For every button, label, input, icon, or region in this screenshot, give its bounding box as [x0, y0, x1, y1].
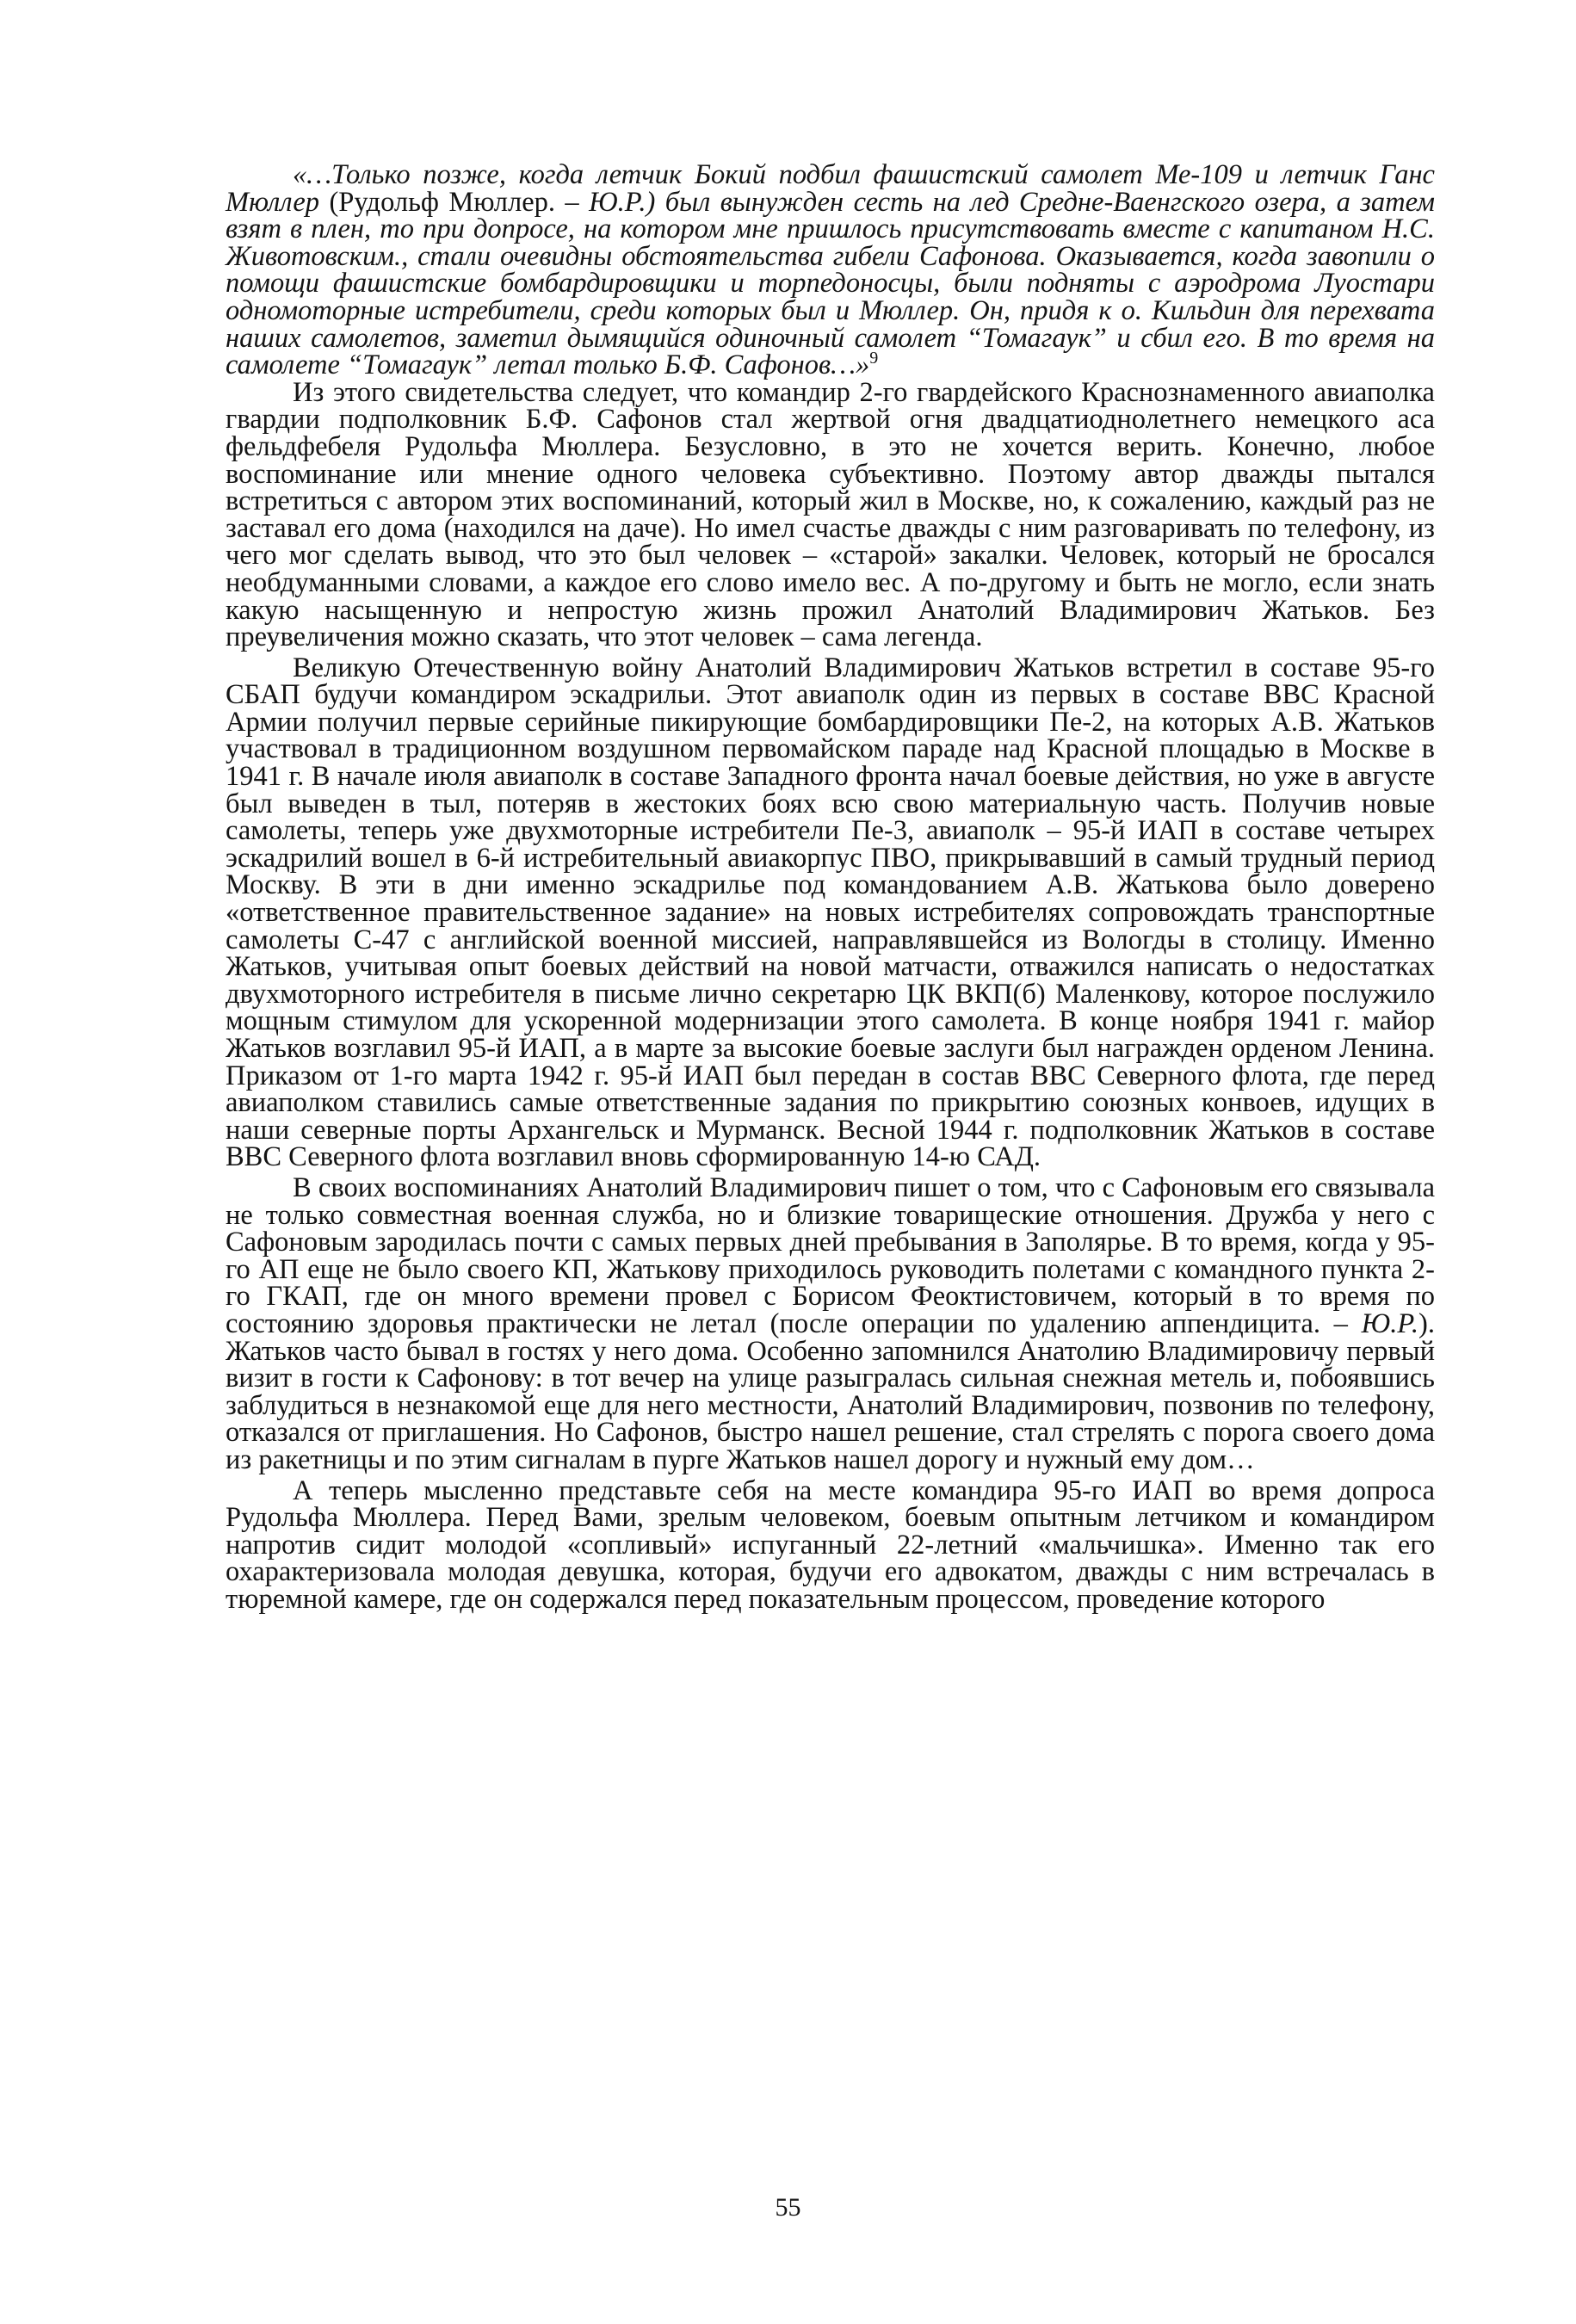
quote-author-note: (Рудольф Мюллер. – [329, 186, 590, 218]
paragraph-3 [226, 1171, 1435, 1475]
paragraph-3-end: ). Жатьков часто бывал в гостях у него дома. Особенно запомнился Анатолию Владимировичу первый визит в гости к Сафонову: в тот вечер на улице разыгралась сильная снежная метель и, побоявшись заблудиться в незнакомой еще для него местности, Анатолий Владимирович, позвонив по телефону, отказался от приглашения. Но Сафонов, быстро нашел решение, стал стрелять с порога своего дома из ракетницы и по этим сигналам в пурге Жатьков нашел дорогу и нужный ему дом… [226, 1307, 1435, 1475]
main-text [226, 159, 1435, 1615]
quote-paragraph [226, 159, 1435, 381]
page-number: 55 [775, 2193, 801, 2222]
quote-text-start: «…Только позже, когда летчик Бокий подбил фашистский самолет Ме-109 и летчик Ганс Мюллер [226, 159, 1435, 218]
paragraph-3-start: В своих воспоминаниях Анатолий Владимирович пишет о том, что с Сафоновым его связывала не только совместная военная служба, но и близкие товарищеские отношения. Дружба у него с Сафоновым зародилась почти с самых первых дней пребывания в Заполярье. В то время, когда у 95-го АП еще не было своего КП, Жатькову приходилось руководить полетами с командного пункта 2-го ГКАП, где он много времени провел с Борисом Феоктистовичем, который в то время по состоянию здоровья практически не летал (после операции по удалению аппендицита. – [226, 1171, 1435, 1339]
paragraph-4: А теперь мысленно представьте себя на месте командира 95-го ИАП во время допроса Рудольфа Мюллера. Перед Вами, зрелым человеком, боевым опытным летчиком и командиром напротив сидит молодой «сопливый» испуганный 22-летний «мальчишка». Именно так его охарактеризовала молодая девушка, которая, будучи его адвокатом, дважды с ним встречалась в тюремной камере, где он содержался перед показательным процессом, проведение которого [226, 1474, 1435, 1615]
quote-author-initials: Ю.Р. [589, 186, 646, 218]
paragraph-1: Из этого свидетельства следует, что командир 2-го гвардейского Краснознаменного авиаполка гвардии подполковник Б.Ф. Сафонов стал жертвой огня двадцатиоднолетнего немецкого аса фельдфебеля Рудольфа Мюллера. Безусловно, в это не хочется верить. Конечно, любое воспоминание или мнение одного человека субъективно. Поэтому автор дважды пытался встретиться с автором этих воспоминаний, который жил в Москве, но, к сожалению, каждый раз не заставал его дома (находился на даче). Но имел счастье дважды с ним разговаривать по телефону, из чего мог сделать вывод, что это был человек – «старой» закалки. Человек, который не бросался необдуманными словами, а каждое его слово имело вес. А по-другому и быть не могло, если знать какую насыщенную и непростую жизнь прожил Анатолий Владимирович Жатьков. Без преувеличения можно сказать, что этот человек – сама легенда. [226, 376, 1435, 653]
quote-text-end: ) был вынужден сесть на лед Средне-Ваенгского озера, а затем взят в плен, то при допросе, на котором мне пришлось присутствовать вместе с капитаном Н.С. Животовским., стали очевидны обстоятельства гибели Сафонова. Оказывается, когда завопили о помощи фашистские бомбардировщики и торпедоносцы, были подняты с аэродрома Луостари одномоторные истребители, среди которых был и Мюллер. Он, придя к о. Кильдин для перехвата наших самолетов, заметил дымящийся одиночный самолет “Томагаук” и сбил его. В то время на самолете “Томагаук” летал только Б.Ф. Сафонов…» [226, 186, 1435, 381]
paragraph-3-initials: Ю.Р. [1361, 1307, 1419, 1339]
paragraph-2: Великую Отечественную войну Анатолий Владимирович Жатьков встретил в составе 95-го СБАП будучи командиром эскадрильи. Этот авиаполк один из первых в составе ВВС Красной Армии получил первые серийные пикирующие бомбардировщики Пе-2, на которых А.В. Жатьков участвовал в традиционном воздушном первомайском параде над Красной площадью в Москве в 1941 г. В начале июля авиаполк в составе Западного фронта начал боевые действия, но уже в августе был выведен в тыл, потеряв в жестоких боях всю свою материальную часть. Получив новые самолеты, теперь уже двухмоторные истребители Пе-3, авиаполк – 95-й ИАП в составе четырех эскадрилий вошел в 6-й истребительный авиакорпус ПВО, прикрывавший в самый трудный период Москву. В эти в дни именно эскадрилье под командованием А.В. Жатькова было доверено «ответственное правительственное задание» на новых истребителях сопровождать транспортные самолеты С-47 с английской военной миссией, направлявшейся из Вологды в столицу. Именно Жатьков, учитывая опыт боевых действий на новой матчасти, отважился написать о недостатках двухмоторного истребителя в письме лично секретарю ЦК ВКП(б) Маленкову, которое послужило мощным стимулом для ускоренной модернизации этого самолета. В конце ноября 1941 г. майор Жатьков возглавил 95-й ИАП, а в марте за высокие боевые заслуги был награжден орденом Ленина. Приказом от 1-го марта 1942 г. 95-й ИАП был передан в состав ВВС Северного флота, где перед авиаполком ставились самые ответственные задания по прикрытию союзных конвоев, идущих в наши северные порты Архангельск и Мурманск. Весной 1944 г. подполковник Жатьков в составе ВВС Северного флота возглавил вновь сформированную 14-ю САД. [226, 652, 1435, 1173]
footnote-marker: 9 [869, 349, 879, 368]
